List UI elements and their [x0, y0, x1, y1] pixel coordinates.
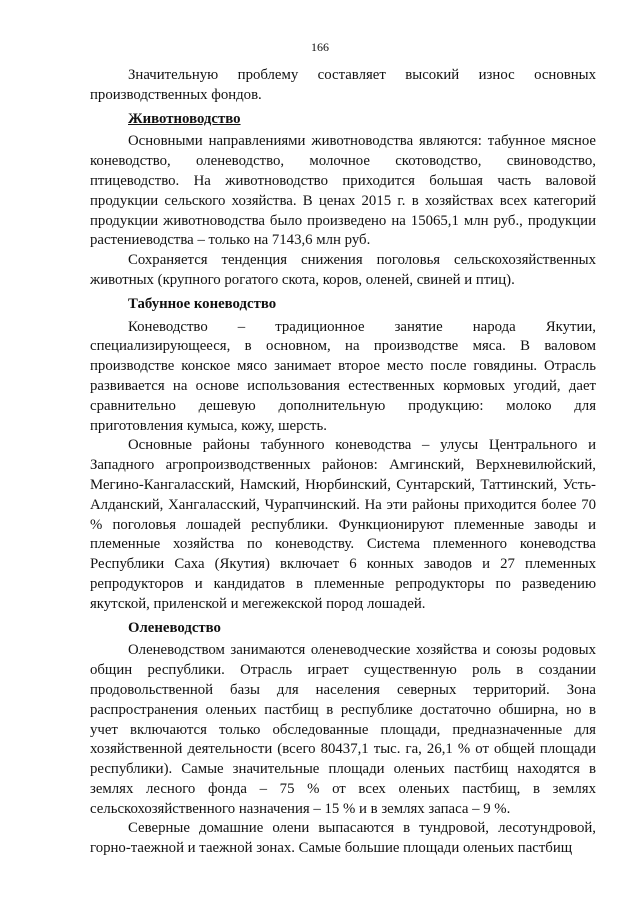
paragraph: Значительную проблему составляет высокий износ основных производственных фондов. [90, 67, 596, 103]
page-number: 166 [311, 40, 329, 54]
paragraph: Северные домашние олени выпасаются в тундровой, лесотундровой, горно-таежной и таежной зонах. Самые большие площади оленьих пастбищ [90, 820, 596, 857]
section-heading-livestock: Животноводство [128, 110, 241, 127]
section-heading-reindeer-herding: Оленеводство [128, 619, 221, 636]
paragraph: Коневодство – традиционное занятие народа Якутии, специализирующееся, в основном, на производстве мяса. В валовом производстве конское мясо занимает второе место после говядины. Отрасль развивается на основе использования естественных кормовых угодий, дает сравнительно дешевую дополнительную продукцию: молоко для приготовления кумыса, кожу, шерсть. [90, 318, 596, 434]
paragraph: Основными направлениями животноводства являются: табунное мясное коневодство, оленеводство, молочное скотоводство, свиноводство, птицеводство. На животноводство приходится большая часть валовой продукции сельского хозяйства. В ценах 2015 г. в хозяйствах всех категорий продукции животноводства было произведено на 15065,1 млн руб., продукции растениеводства – только на 7143,6 млн руб. [90, 133, 596, 249]
document-body [90, 66, 596, 859]
section-heading-horse-breeding: Табунное коневодство [128, 295, 277, 312]
paragraph: Сохраняется тенденция снижения поголовья сельскохозяйственных животных (крупного рогатого скота, коров, оленей, свиней и птиц). [90, 252, 596, 288]
paragraph: Оленеводством занимаются оленеводческие хозяйства и союзы родовых общин республики. Отрасль играет существенную роль в создании продовольственной базы для населения северных территорий. Зона распространения оленьих пастбищ в республике достаточно обширна, но в учет включаются только обследованные площади, предназначенные для хозяйственной деятельности (всего 80437,1 тыс. га, 26,1 % от общей площади республики). Самые значительные площади оленьих пастбищ находятся в землях лесного фонда – 75 % от всех оленьих пастбищ, в землях сельскохозяйственного назначения – 15 % и в землях запаса – 9 %. [90, 642, 596, 817]
paragraph: Основные районы табунного коневодства – улусы Центрального и Западного агропроизводственных районов: Амгинский, Верхневилюйский, Мегино-Кангаласский, Намский, Нюрбинский, Сунтарский, Таттинский, Усть-Алданский, Хангаласский, Чурапчинский. На эти районы приходится более 70 % поголовья лошадей республики. Функционируют племенные заводы и племенные хозяйства по коневодству. Система племенного коневодства Республики Саха (Якутия) включает 6 конных заводов и 27 племенных репродукторов и кандидатов в племенные репродукторы по разведению якутской, приленской и мегежекской пород лошадей. [90, 437, 596, 612]
